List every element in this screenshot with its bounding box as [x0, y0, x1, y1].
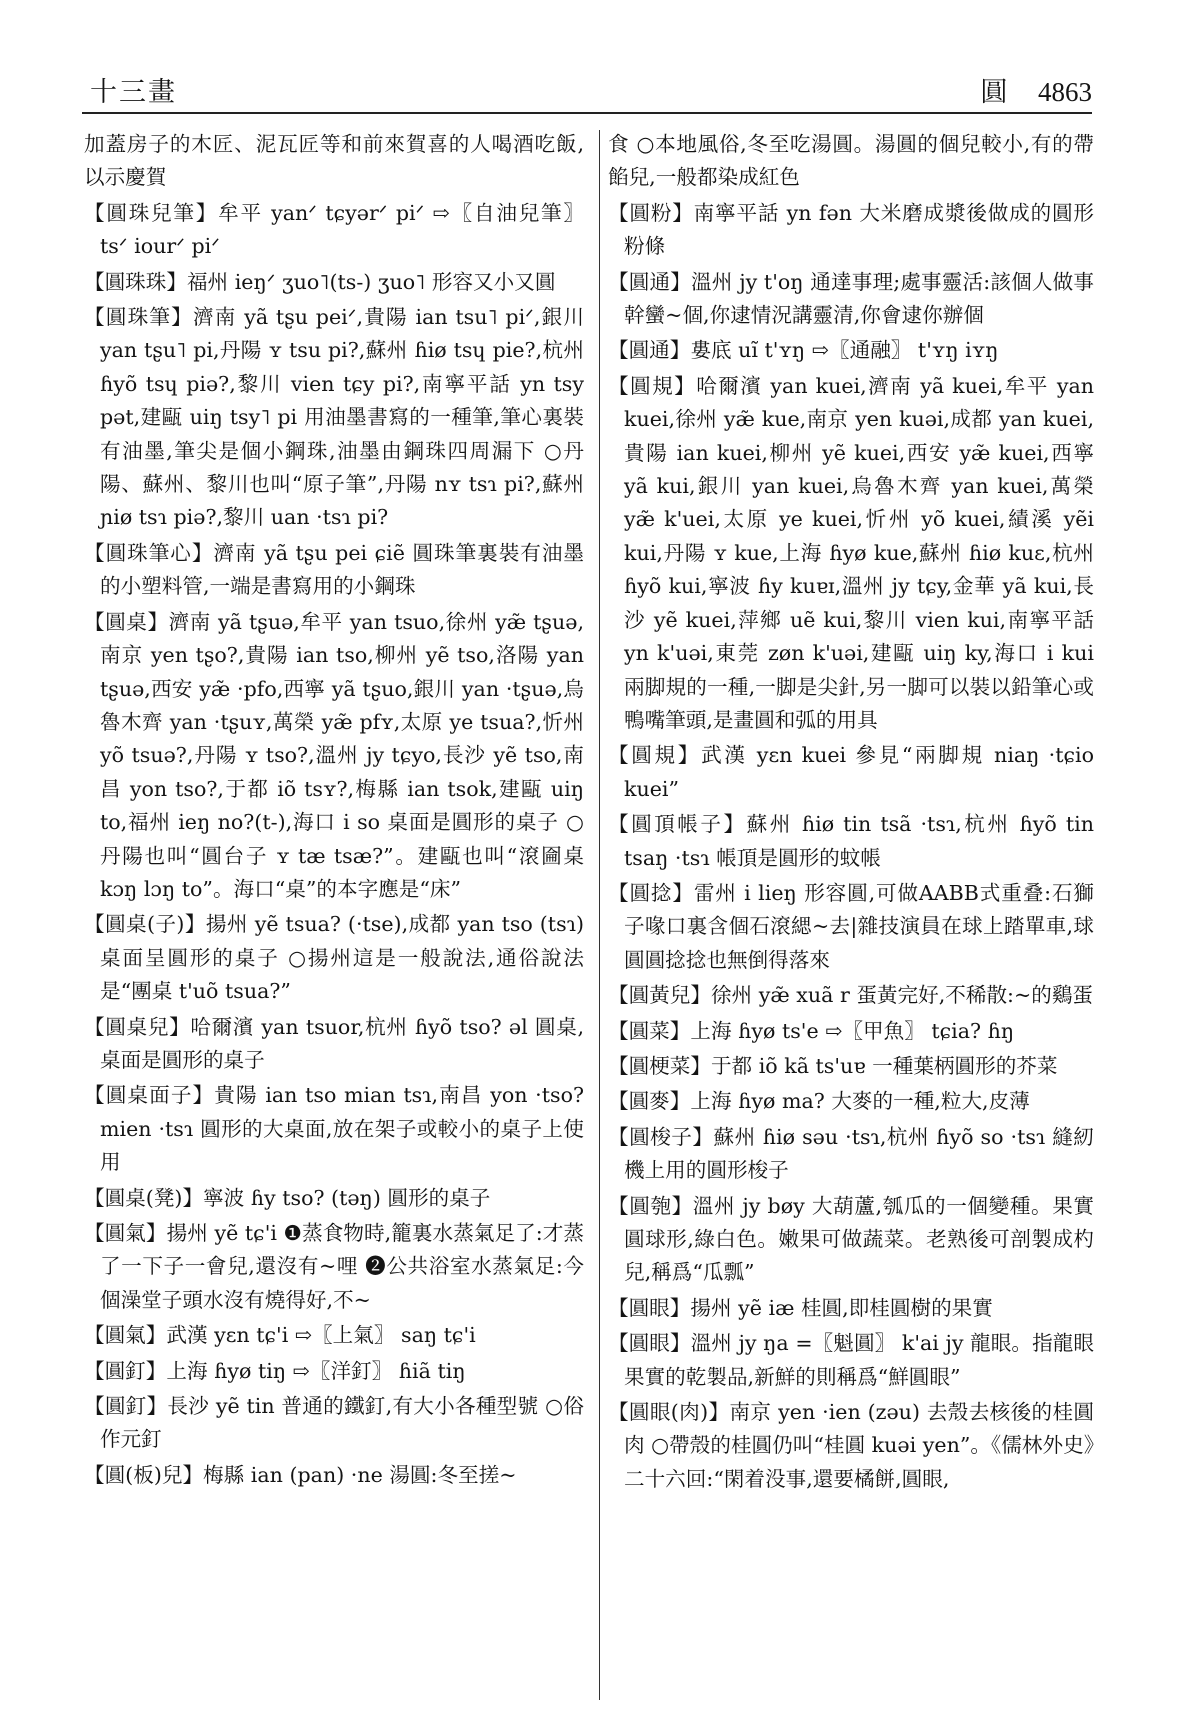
entry-text: 南寧平話 yn fən 大米磨成漿後做成的圓形粉條: [624, 200, 1095, 259]
entry-text: 上海 ɦyø ma? 大麥的一種,粒大,皮薄: [690, 1089, 1030, 1114]
entry-headword: 【圓(板)兒】: [84, 1462, 204, 1487]
entry-headword: 【圓桌(子)】: [84, 912, 206, 937]
dictionary-entry: [608, 1327, 1094, 1394]
dictionary-entry: [608, 739, 1094, 806]
dictionary-entry: [84, 1390, 584, 1457]
dictionary-entry: [608, 979, 1094, 1012]
entry-text: 上海 ɦyø tiŋ ⇨〖洋釘〗 ɦiã tiŋ: [166, 1358, 466, 1383]
entry-headword: 【圓釘】: [84, 1358, 167, 1383]
entry-text: 婁底 uĩ t'ʏŋ ⇨〖通融〗 t'ʏŋ iʏŋ: [690, 338, 999, 363]
entry-headword: 【圓桌(凳)】: [84, 1185, 204, 1210]
dictionary-entry: [84, 1217, 584, 1317]
entry-text: 武漢 yɛn kuei 參見“兩脚規 niaŋ ·tɕio kuei”: [624, 743, 1095, 801]
dictionary-entry: [84, 197, 584, 264]
dictionary-entry: [84, 1459, 584, 1492]
entry-text: 福州 ieŋᐟ ʒuo˥(ts-) ʒuo˥ 形容又小又圓: [186, 269, 556, 294]
entry-headword: 【圓規】: [608, 743, 702, 768]
entry-headword: 【圓粉】: [608, 200, 694, 225]
entry-text: 貴陽 ian tso mian tsɿ,南昌 yon ·tso? mien ·tsɿ 圓形的大桌面,放在架子或較小的桌子上使用: [100, 1083, 585, 1175]
entry-text: 蘇州 ɦiø tin tsã ·tsɿ,杭州 ɦyõ tin tsaŋ ·tsɿ 帳頂是圓形的蚊帳: [624, 812, 1095, 870]
entry-text: 揚州 yẽ tɕ'i ❶蒸食物時,籠裏水蒸氣足了:才蒸了一下子一會兒,還沒有~哩 ❷公共浴室水蒸氣足:今個澡堂子頭水沒有燒得好,不~: [100, 1221, 585, 1312]
dictionary-entry: [84, 1355, 584, 1388]
entry-headword: 【圓氣】: [84, 1221, 167, 1245]
entry-headword: 【圓通】: [608, 269, 691, 294]
header-rule: [82, 112, 1092, 114]
entry-text: 上海 ɦyø ts'e ⇨〖甲魚〗 tɕia? ɦŋ: [690, 1018, 1015, 1043]
dictionary-entry: [608, 334, 1094, 367]
entry-text: 于都 iõ kã ts'uɐ 一種葉柄圓形的芥菜: [710, 1053, 1058, 1078]
dictionary-entry: [84, 1079, 584, 1179]
dictionary-entry: [608, 877, 1094, 977]
entry-headword: 【圓匏】: [608, 1193, 693, 1218]
entry-headword: 【圓桌面子】: [84, 1083, 215, 1108]
entry-text: 濟南 yã tʂuə,牟平 yan tsuo,徐州 yæ̃ tʂuə,南京 yen tʂo?,貴陽 ian tso,柳州 yẽ tso,洛陽 yan tʂuə,西安 yæ̃ ·pfo,西寧 yã tʂuo,銀川 yan ·tʂuə,烏魯木齊 yan ·tʂuʏ,萬榮 yæ̃ pfʏ,太原 ye tsua?,忻州 yõ tsuə?,丹陽 ʏ tso?,溫州 jy tɕyo,長沙 yẽ tso,南昌 yon tso?,于都 iõ tsʏ?,梅縣 ian tsok,建甌 uiŋ to,福州 ieŋ no?(t-),海口 i so 桌面是圓形的桌子 ○丹陽也叫“圓台子 ʏ tæ tsæ?”。建甌也叫“滾圇桌 kɔŋ lɔŋ to”。海口“桌”的本字應是“床”: [100, 609, 584, 901]
entry-text: 食 ○本地風俗,冬至吃湯圓。湯圓的個兒較小,有的帶餡兒,一般都染成紅色: [608, 132, 1094, 190]
entry-text: 南京 yen ·ien (zəu) 去殼去核後的桂圓肉 ○帶殼的桂圓仍叫“桂圓 kuəi yen”。《儒林外史》二十六回:“閑着没事,還要橘餅,圓眼,: [624, 1400, 1094, 1491]
entry-text: 哈爾濱 yan tsuor,杭州 ɦyõ tso? əl 圓桌,桌面是圓形的桌子: [100, 1014, 585, 1072]
entry-text: 武漢 yɛn tɕ'i ⇨〖上氣〗 saŋ tɕ'i: [166, 1323, 476, 1348]
dictionary-entry: [84, 1011, 584, 1078]
dictionary-entry: [608, 1050, 1094, 1083]
entry-headword: 【圓桌兒】: [84, 1014, 191, 1039]
page-header: [82, 60, 1092, 112]
entry-headword: 【圓黃兒】: [608, 983, 711, 1008]
entry-text: 濟南 yã tʂu peiᐟ,貴陽 ian tsu˥ piᐟ,銀川 yan tʂu˥ pi,丹陽 ʏ tsu pi?,蘇州 ɦiø tsɥ pie?,杭州 ɦyõ tsɥ piə?,黎川 vien tɕy pi?,南寧平話 yn tsy pət,建甌 uiŋ tsy˥ pi 用油墨書寫的一種筆,筆心裏裝有油墨,筆尖是個小鋼珠,油墨由鋼珠四周漏下 ○丹陽、蘇州、黎川也叫“原子筆”,丹陽 nʏ tsɿ pi?,蘇州 ɲiø tsɿ piə?,黎川 uan ·tsɿ pi?: [100, 305, 584, 530]
entry-text: 揚州 yẽ tsua? (·tse),成都 yan tso (tsɿ) 桌面呈圓形的桌子 ○揚州這是一般說法,通俗說法是“團桌 t'uõ tsua?”: [100, 912, 584, 1004]
entry-headword: 【圓梗菜】: [608, 1053, 711, 1078]
dictionary-entry: [608, 1292, 1094, 1325]
dictionary-entry: [84, 1182, 584, 1215]
entry-text: 溫州 jy bøy 大葫蘆,瓠瓜的一個變種。果實圓球形,綠白色。嫩果可做蔬菜。老熟後可剖製成杓兒,稱爲“瓜瓢”: [624, 1193, 1095, 1285]
entry-headword: 【圓菜】: [608, 1018, 691, 1043]
dictionary-entry: [608, 266, 1094, 333]
entry-headword: 【圓珠筆】: [84, 305, 193, 330]
dictionary-entry: [608, 1190, 1094, 1290]
entry-headword: 【圓麥】: [608, 1089, 691, 1114]
entry-headword: 【圓通】: [608, 338, 691, 363]
dictionary-entry: [84, 128, 584, 195]
dictionary-entry: [608, 1015, 1094, 1048]
dictionary-entry: [84, 266, 584, 299]
head-character: 圓: [980, 77, 1008, 108]
entry-headword: 【圓眼(肉)】: [608, 1400, 730, 1425]
entry-headword: 【圓珠筆心】: [84, 540, 214, 565]
dictionary-entry: [608, 128, 1094, 195]
dictionary-entry: [608, 1121, 1094, 1188]
right-column: [608, 128, 1094, 1498]
entry-headword: 【圓珠兒筆】: [84, 200, 219, 225]
entry-text: 揚州 yẽ iæ 桂圓,即桂圓樹的果實: [690, 1295, 993, 1320]
running-head: [980, 70, 1092, 109]
entry-headword: 【圓眼】: [608, 1295, 691, 1320]
dictionary-entry: [84, 908, 584, 1008]
dictionary-entry: [608, 197, 1094, 264]
entry-text: 溫州 jy ŋa =〖魁圓〗 k'ai jy 龍眼。指龍眼果實的乾製品,新鮮的則稱爲“鮮圓眼”: [624, 1331, 1094, 1389]
entry-text: 牟平 yanᐟ tɕyərᐟ piᐟ ⇨〖自油兒筆〗 tsᐟ iourᐟ piᐟ: [100, 200, 585, 259]
entry-text: 濟南 yã tʂu pei ɕiẽ 圓珠筆裏裝有油墨的小塑料管,一端是書寫用的小鋼珠: [100, 540, 585, 599]
entry-headword: 【圓釘】: [84, 1394, 168, 1419]
entry-text: 雷州 i lieŋ 形容圓,可做AABB式重叠:石獅子喙口裏含個石滾緦~去|雜技演員在球上踏單車,球圓圓捻捻也無倒得落來: [624, 880, 1095, 972]
page-number: 4863: [1038, 77, 1092, 107]
section-title: 十三畫: [90, 77, 177, 108]
entry-text: 加蓋房子的木匠、泥瓦匠等和前來賀喜的人喝酒吃飯,以示慶賀: [84, 132, 584, 190]
dictionary-entry: [84, 537, 584, 604]
entry-text: 徐州 yæ̃ xuã r 蛋黃完好,不稀散:~的鷄蛋: [710, 983, 1094, 1008]
entry-headword: 【圓規】: [608, 373, 697, 398]
entry-headword: 【圓珠珠】: [84, 269, 187, 294]
column-divider: [599, 130, 600, 1700]
dictionary-entry: [608, 1085, 1094, 1118]
dictionary-entry: [608, 370, 1094, 737]
dictionary-entry: [84, 1319, 584, 1352]
entry-text: 長沙 yẽ tin 普通的鐵釘,有大小各種型號 ○俗作元釘: [100, 1394, 584, 1452]
entry-headword: 【圓捻】: [608, 880, 694, 905]
entry-headword: 【圓頂帳子】: [608, 812, 747, 837]
entry-headword: 【圓眼】: [608, 1331, 691, 1356]
entry-headword: 【圓桌】: [84, 609, 169, 634]
entry-text: 哈爾濱 yan kuei,濟南 yã kuei,牟平 yan kuei,徐州 yæ̃ kue,南京 yen kuəi,成都 yan kuei,貴陽 ian kuei,柳州 yẽ kuei,西安 yæ̃ kuei,西寧 yã kui,銀川 yan kuei,烏魯木齊 yan kuei,萬榮 yæ̃ k'uei,太原 ye kuei,忻州 yõ kuei,績溪 yẽi kui,丹陽 ʏ kue,上海 ɦyø kue,蘇州 ɦiø kuɛ,杭州 ɦyõ kui,寧波 ɦy kuɐɪ,溫州 jy tɕy,金華 yã kui,長沙 yẽ kuei,萍鄉 uẽ kui,黎川 vien kui,南寧平話 yn k'uəi,東莞 zøn k'uəi,建甌 uiŋ ky,海口 i kui 兩脚規的一種,一脚是尖針,另一脚可以裝以鉛筆心或鴨嘴筆頭,是畫圓和弧的用具: [624, 373, 1094, 732]
dictionary-entry: [84, 606, 584, 907]
entry-headword: 【圓梭子】: [608, 1124, 714, 1149]
entry-text: 梅縣 ian (pan) ·ne 湯圓:冬至搓~: [203, 1462, 517, 1487]
dictionary-entry: [608, 808, 1094, 875]
entry-text: 蘇州 ɦiø səu ·tsɿ,杭州 ɦyõ so ·tsɿ 縫紉機上用的圓形梭子: [624, 1124, 1095, 1183]
entry-headword: 【圓氣】: [84, 1323, 167, 1348]
entry-text: 溫州 jy t'oŋ 通達事理;處事靈活:該個人做事幹蠻~個,你逮情況講靈清,你會逮你辦個: [624, 269, 1094, 328]
left-column: [84, 128, 584, 1494]
dictionary-entry: [608, 1396, 1094, 1496]
dictionary-entry: [84, 301, 584, 535]
entry-text: 寧波 ɦy tso? (təŋ) 圓形的桌子: [203, 1185, 491, 1210]
